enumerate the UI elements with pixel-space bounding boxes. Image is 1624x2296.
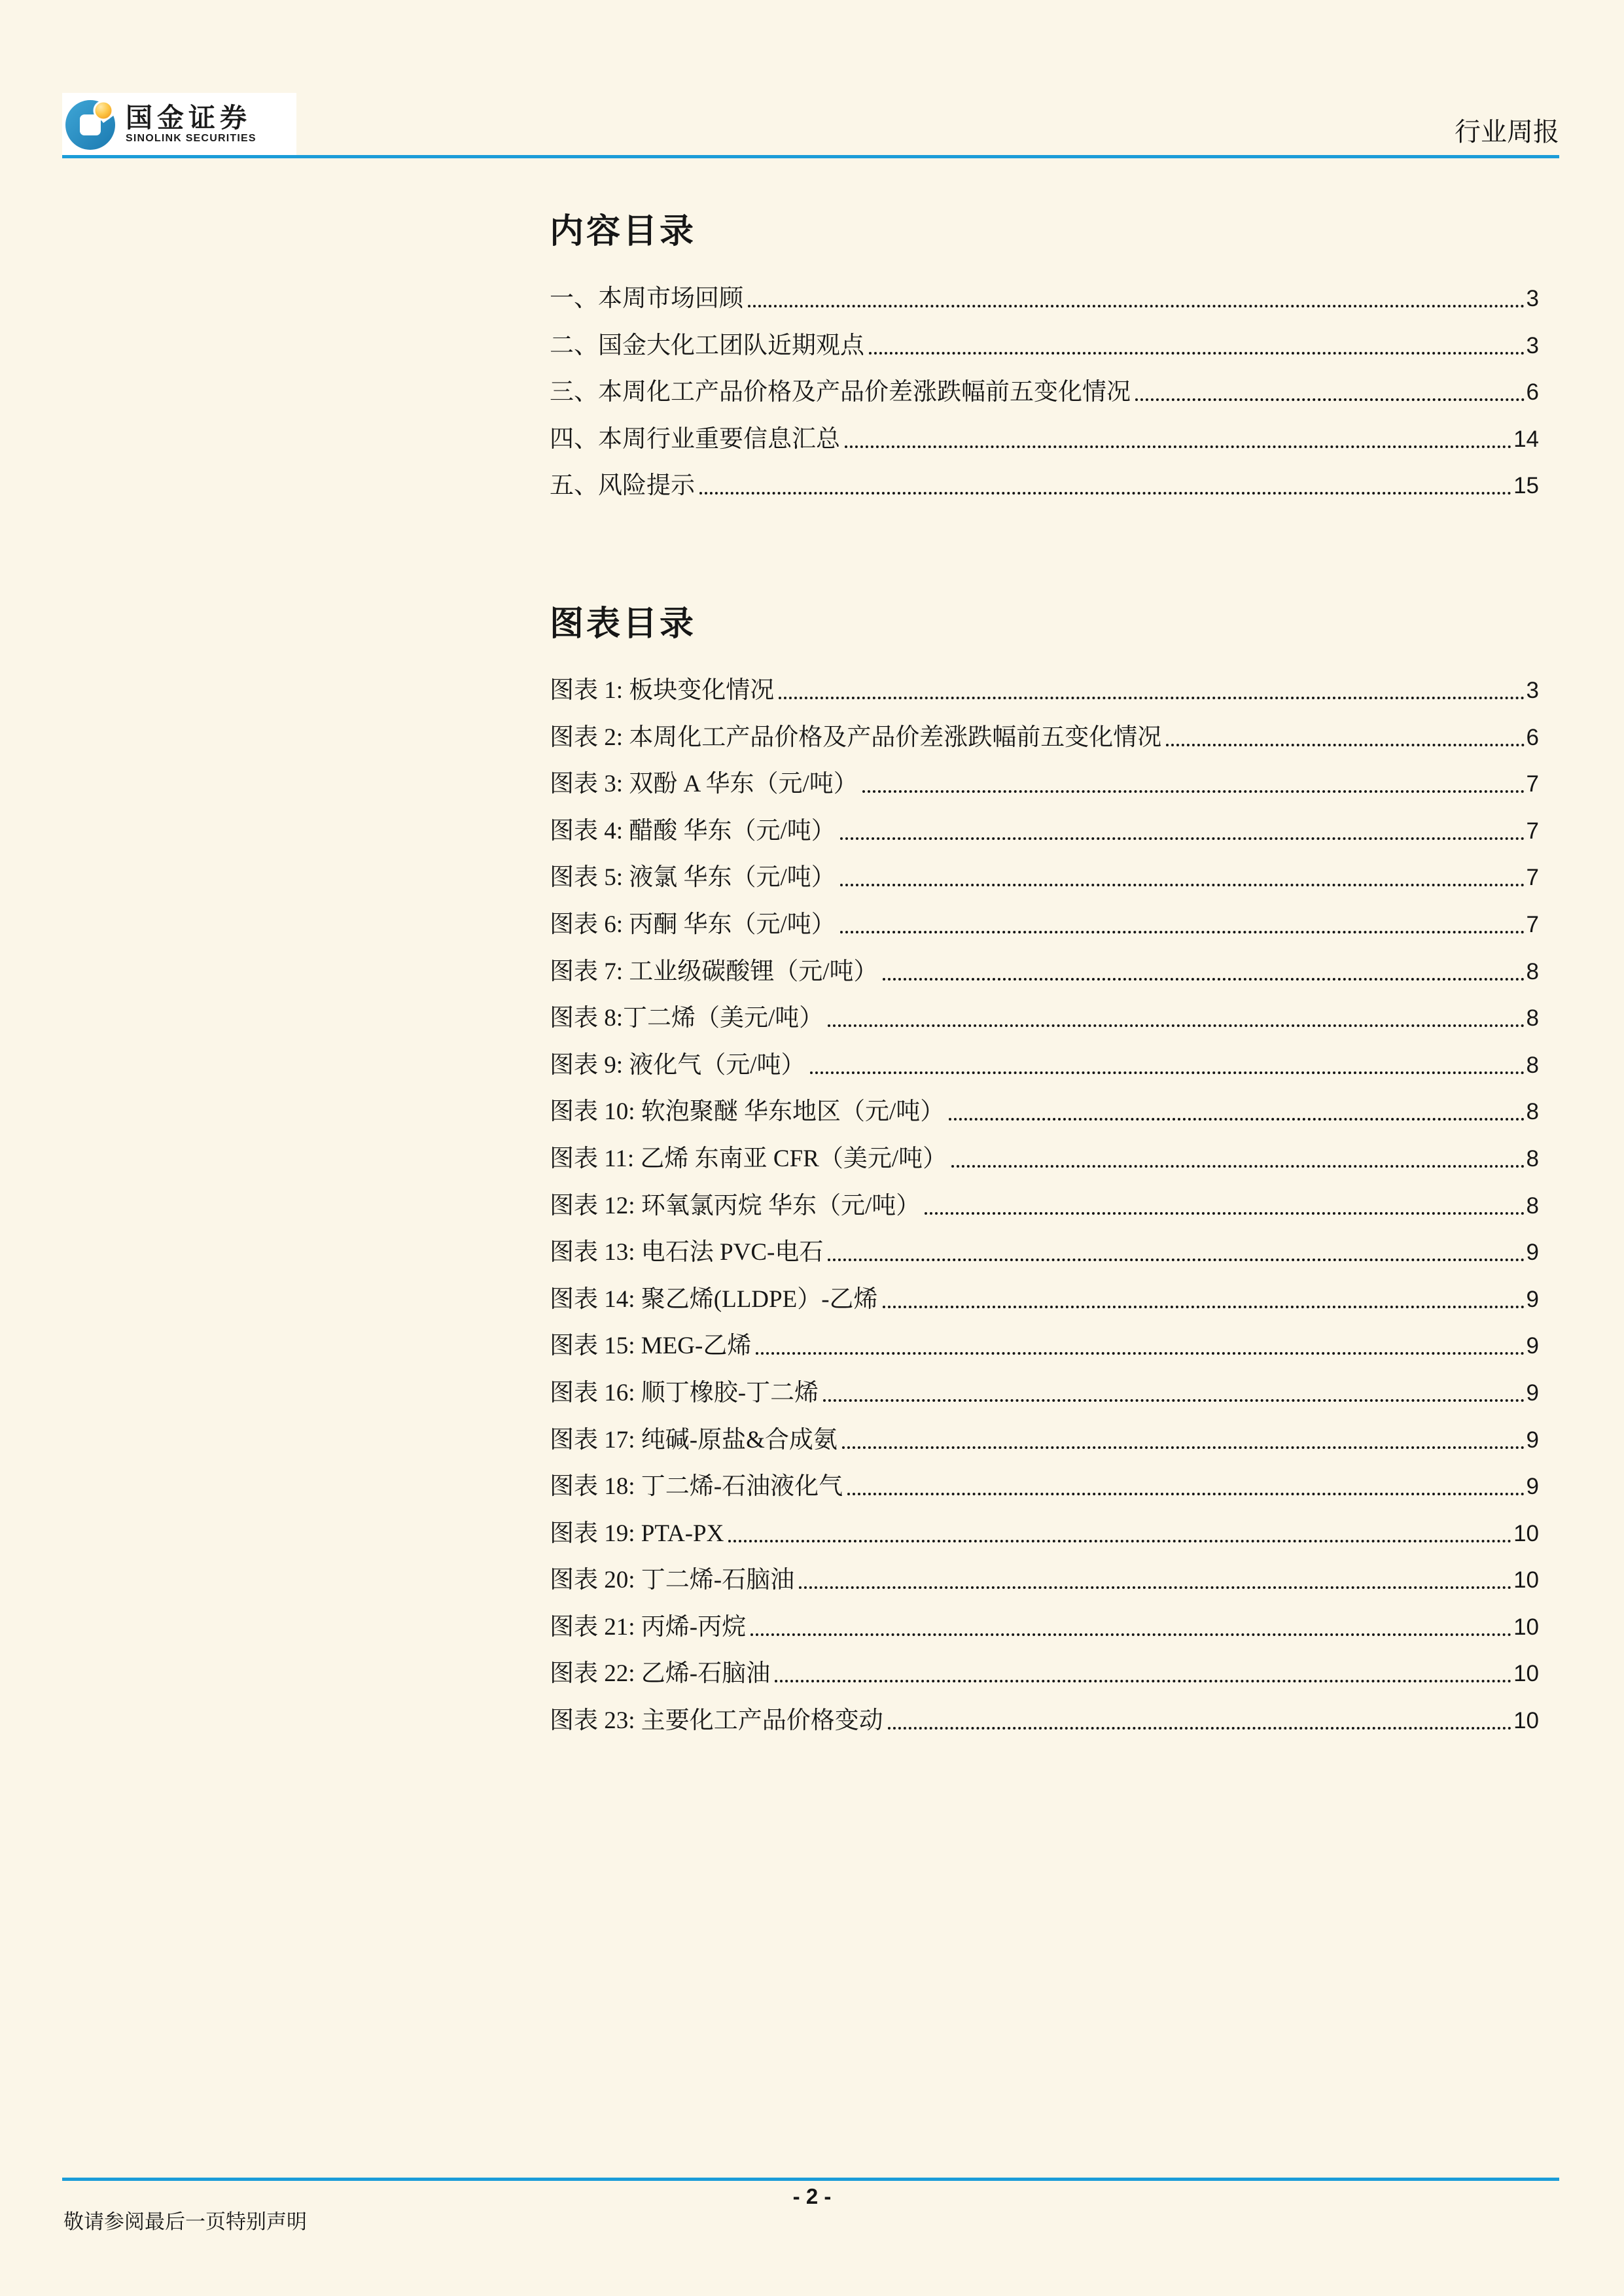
toc-entry[interactable] <box>550 958 1539 986</box>
toc-entry-page-number: 10 <box>1513 1661 1539 1687</box>
toc-entry-page-number: 7 <box>1526 771 1539 797</box>
toc-entry-label: 图表 2: 本周化工产品价格及产品价差涨跌幅前五变化情况 <box>550 723 1162 751</box>
toc-entry-page-number: 8 <box>1526 958 1539 984</box>
toc-entry-page-number: 9 <box>1526 1474 1539 1500</box>
dot-leader <box>949 1118 1524 1121</box>
footer-disclaimer: 敬请参阅最后一页特别声明 <box>63 2210 307 2233</box>
toc-entry-label: 图表 19: PTA-PX <box>550 1520 724 1547</box>
toc-entry-label: 一、本周市场回顾 <box>550 285 743 312</box>
toc-entry[interactable] <box>550 1192 1539 1220</box>
toc-entry-label: 图表 1: 板块变化情况 <box>550 677 775 704</box>
dot-leader <box>883 1306 1525 1308</box>
dot-leader <box>810 1071 1525 1074</box>
dot-leader <box>775 1680 1511 1682</box>
dot-leader <box>862 790 1525 793</box>
toc-entry[interactable] <box>550 426 1539 453</box>
figures-directory-list <box>550 677 1539 1735</box>
dot-leader <box>728 1540 1511 1542</box>
dot-leader <box>840 837 1525 840</box>
toc-entry[interactable] <box>550 1098 1539 1126</box>
toc-entry-label: 图表 20: 丁二烯-石脑油 <box>550 1567 795 1594</box>
toc-entry-page-number: 9 <box>1526 1286 1539 1312</box>
toc-entry-label: 图表 18: 丁二烯-石油液化气 <box>550 1473 843 1501</box>
toc-entry-page-number: 7 <box>1526 865 1539 891</box>
dot-leader <box>840 931 1525 933</box>
toc-entry-page-number: 6 <box>1526 379 1539 406</box>
dot-leader <box>823 1399 1524 1402</box>
contents-directory-list <box>550 285 1539 500</box>
toc-entry-page-number: 8 <box>1526 1145 1539 1172</box>
dot-leader <box>828 1024 1524 1027</box>
toc-entry-page-number: 6 <box>1526 724 1539 750</box>
toc-entry-page-number: 14 <box>1513 426 1539 452</box>
toc-entry-page-number: 10 <box>1513 1614 1539 1640</box>
toc-entry-label: 图表 14: 聚乙烯(LLDPE）-乙烯 <box>550 1285 878 1313</box>
figures-directory-section <box>550 606 1539 1754</box>
toc-entry-page-number: 8 <box>1526 1099 1539 1125</box>
toc-entry[interactable] <box>550 818 1539 845</box>
dot-leader <box>951 1165 1524 1168</box>
dot-leader <box>828 1259 1524 1261</box>
toc-entry[interactable] <box>550 332 1539 360</box>
toc-entry-label: 图表 8:丁二烯（美元/吨） <box>550 1005 824 1032</box>
toc-entry-label: 图表 4: 醋酸 华东（元/吨） <box>550 817 836 844</box>
company-name-cn: 国金证券 <box>126 103 251 133</box>
toc-entry[interactable] <box>550 472 1539 500</box>
toc-entry-page-number: 10 <box>1513 1567 1539 1593</box>
toc-entry-label: 四、本周行业重要信息汇总 <box>550 425 840 453</box>
toc-entry[interactable] <box>550 911 1539 939</box>
toc-entry-label: 图表 17: 纯碱-原盐&合成氨 <box>550 1426 838 1453</box>
toc-entry-page-number: 9 <box>1526 1333 1539 1359</box>
dot-leader <box>842 1446 1525 1449</box>
toc-entry[interactable] <box>550 1427 1539 1454</box>
toc-entry[interactable] <box>550 285 1539 313</box>
toc-entry-page-number: 3 <box>1526 678 1539 703</box>
header-rule <box>62 155 1559 158</box>
company-name-en: SINOLINK SECURITIES <box>126 133 256 144</box>
toc-entry-label: 图表 21: 丙烯-丙烷 <box>550 1613 747 1641</box>
toc-entry-label: 图表 7: 工业级碳酸锂（元/吨） <box>550 958 878 985</box>
dot-leader <box>1166 744 1524 746</box>
figures-directory-title: 图表目录 <box>550 606 697 643</box>
toc-entry-page-number: 15 <box>1513 473 1539 499</box>
toc-entry[interactable] <box>550 1052 1539 1079</box>
dot-leader <box>845 445 1511 448</box>
toc-entry[interactable] <box>550 771 1539 798</box>
toc-entry-page-number: 10 <box>1513 1520 1539 1546</box>
toc-entry[interactable] <box>550 1520 1539 1548</box>
toc-entry-page-number: 3 <box>1526 332 1539 358</box>
dot-leader <box>840 884 1525 886</box>
dot-leader <box>888 1727 1511 1730</box>
footer-rule <box>62 2178 1559 2181</box>
dot-leader <box>1135 398 1525 401</box>
toc-entry[interactable] <box>550 1286 1539 1313</box>
page-number: - 2 - <box>792 2184 832 2208</box>
toc-entry-label: 图表 6: 丙酮 华东（元/吨） <box>550 911 836 938</box>
toc-entry-label: 图表 13: 电石法 PVC-电石 <box>550 1239 824 1266</box>
toc-entry-page-number: 10 <box>1513 1708 1539 1734</box>
sinolink-logo-icon <box>65 98 118 150</box>
toc-entry-label: 图表 23: 主要化工产品价格变动 <box>550 1707 883 1735</box>
toc-entry-page-number: 8 <box>1526 1005 1539 1032</box>
dot-leader <box>925 1212 1524 1215</box>
dot-leader <box>883 978 1525 981</box>
toc-entry-page-number: 8 <box>1526 1052 1539 1078</box>
toc-entry[interactable] <box>550 1332 1539 1360</box>
toc-entry[interactable] <box>550 379 1539 406</box>
contents-directory-section <box>550 213 1539 519</box>
toc-entry[interactable] <box>550 1380 1539 1407</box>
toc-entry[interactable] <box>550 1707 1539 1735</box>
toc-entry[interactable] <box>550 1473 1539 1501</box>
toc-entry[interactable] <box>550 864 1539 892</box>
dot-leader <box>847 1493 1524 1495</box>
toc-entry-label: 五、风险提示 <box>550 472 695 500</box>
toc-entry-label: 图表 10: 软泡聚醚 华东地区（元/吨） <box>550 1098 945 1126</box>
toc-entry-label: 图表 5: 液氯 华东（元/吨） <box>550 864 836 892</box>
dot-leader <box>799 1586 1511 1589</box>
toc-entry[interactable] <box>550 677 1539 704</box>
toc-entry-label: 图表 9: 液化气（元/吨） <box>550 1051 805 1079</box>
toc-entry[interactable] <box>550 1567 1539 1594</box>
toc-entry-label: 图表 11: 乙烯 东南亚 CFR（美元/吨） <box>550 1145 947 1172</box>
dot-leader <box>869 352 1525 355</box>
dot-leader <box>699 492 1511 495</box>
toc-entry-label: 三、本周化工产品价格及产品价差涨跌幅前五变化情况 <box>550 379 1131 406</box>
toc-entry-page-number: 3 <box>1526 286 1539 311</box>
toc-entry[interactable] <box>550 1005 1539 1032</box>
toc-entry-label: 图表 12: 环氧氯丙烷 华东（元/吨） <box>550 1192 921 1219</box>
toc-entry-page-number: 9 <box>1526 1240 1539 1266</box>
dot-leader <box>748 305 1525 307</box>
toc-entry-page-number: 8 <box>1526 1192 1539 1219</box>
toc-entry[interactable] <box>550 1145 1539 1173</box>
toc-entry-label: 图表 22: 乙烯-石脑油 <box>550 1660 771 1688</box>
toc-entry-page-number: 9 <box>1526 1427 1539 1453</box>
dot-leader <box>756 1352 1524 1355</box>
toc-entry[interactable] <box>550 1660 1539 1688</box>
toc-entry[interactable] <box>550 724 1539 752</box>
toc-entry-page-number: 7 <box>1526 818 1539 844</box>
toc-entry[interactable] <box>550 1614 1539 1641</box>
toc-entry-label: 二、国金大化工团队近期观点 <box>550 332 864 359</box>
toc-entry-label: 图表 3: 双酚 A 华东（元/吨） <box>550 771 858 798</box>
contents-directory-title: 内容目录 <box>550 213 697 251</box>
report-type-label: 行业周报 <box>1455 117 1559 147</box>
dot-leader <box>779 697 1524 699</box>
toc-entry-label: 图表 15: MEG-乙烯 <box>550 1332 752 1360</box>
toc-entry-page-number: 7 <box>1526 911 1539 937</box>
toc-entry[interactable] <box>550 1239 1539 1266</box>
toc-entry-page-number: 9 <box>1526 1380 1539 1406</box>
dot-leader <box>750 1633 1511 1636</box>
company-logo <box>62 93 296 156</box>
toc-entry-label: 图表 16: 顺丁橡胶-丁二烯 <box>550 1379 819 1406</box>
